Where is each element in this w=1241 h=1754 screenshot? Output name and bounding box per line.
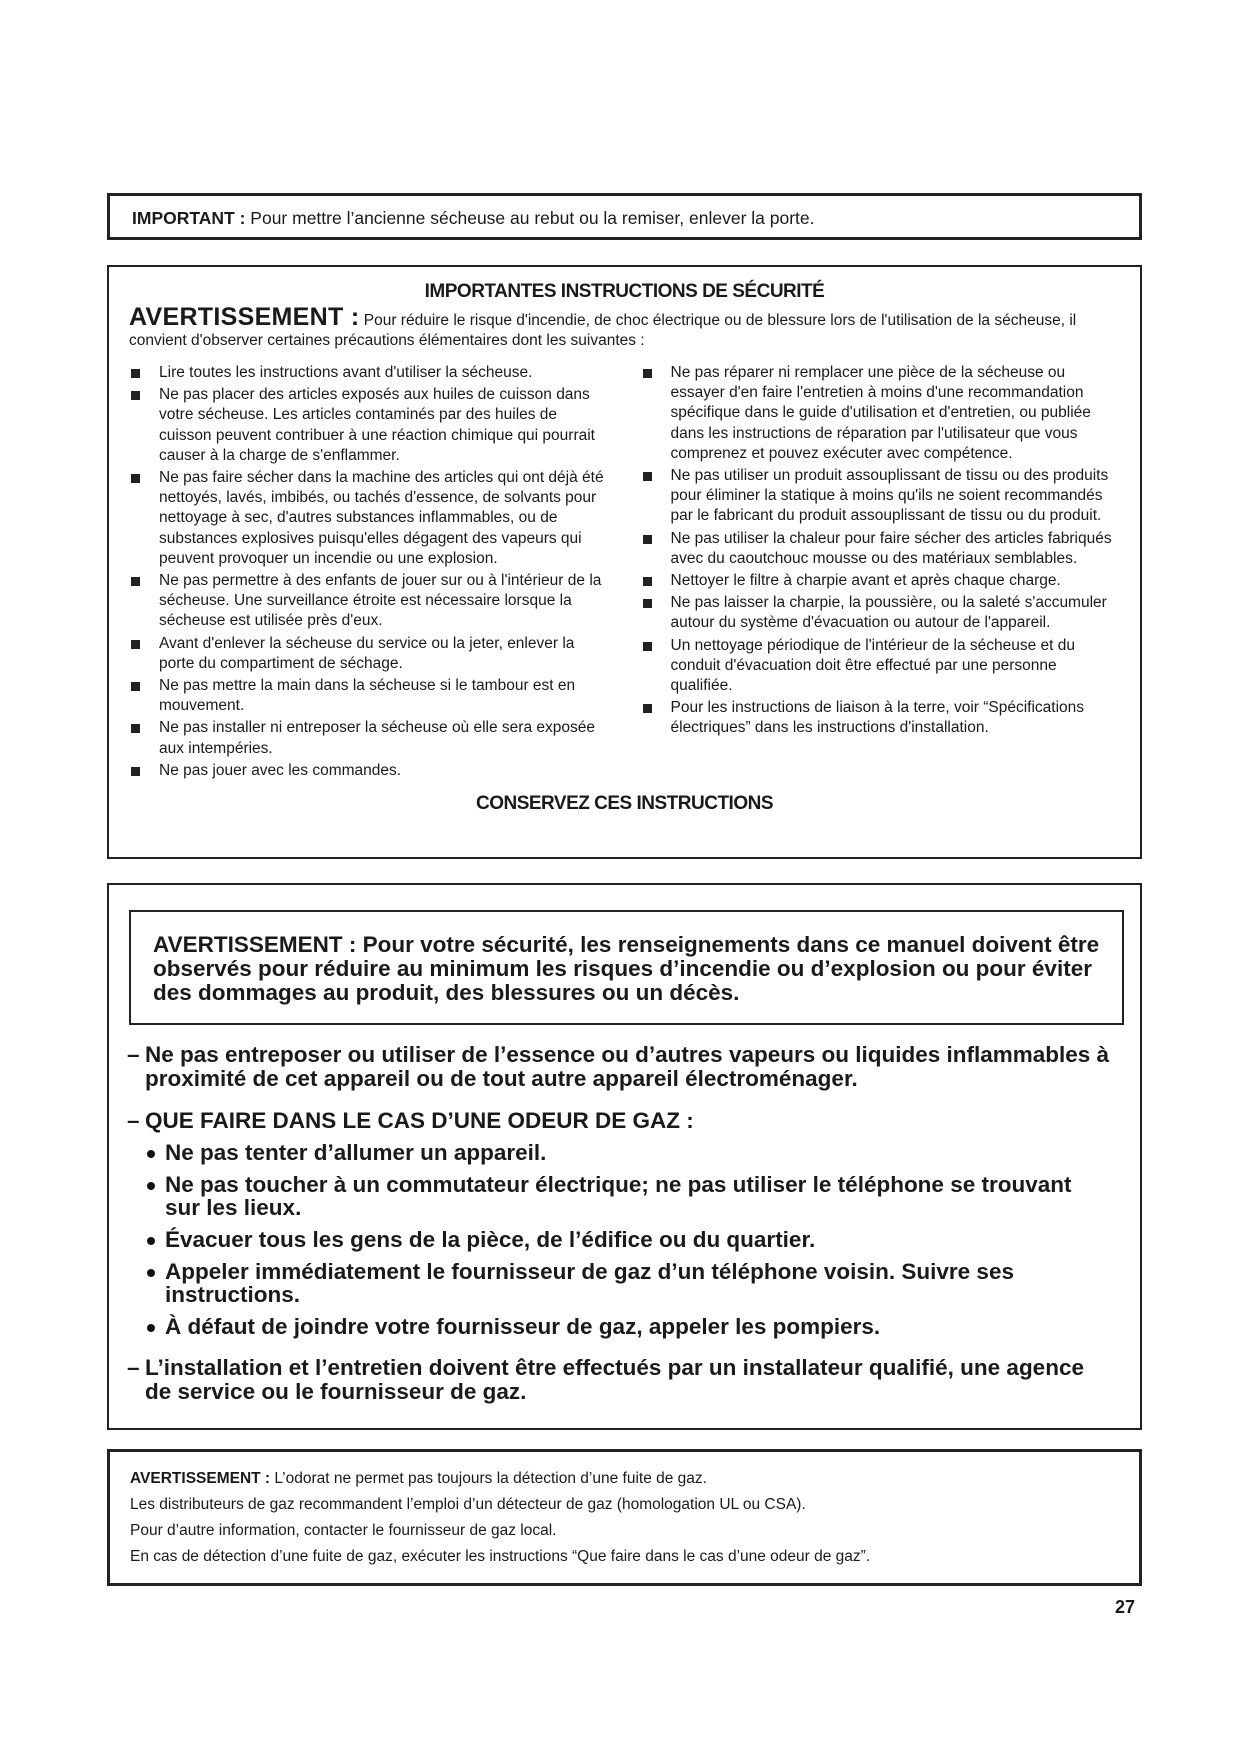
gas-odor-warning-box	[107, 1449, 1142, 1586]
safety-instructions-box	[107, 265, 1142, 859]
square-bullet-icon	[131, 682, 140, 691]
safety-warning-text: Pour réduire le risque d'incendie, de choc électrique ou de blessure lors de l'utilisation de la sécheuse, il convient d'observer certaines précautions élémentaires dont les suivantes :	[129, 312, 1077, 349]
safety-right-column	[639, 363, 1123, 783]
gas-warning-box	[107, 883, 1142, 1430]
list-item: Évacuer tous les gens de la pièce, de l’édifice ou du quartier.	[145, 1228, 1110, 1251]
dash-icon: –	[127, 1108, 140, 1133]
list-item: Ne pas utiliser la chaleur pour faire sécher des articles fabriqués avec du caoutchouc mousse ou des matériaux semblables.	[639, 529, 1123, 569]
list-item: Ne pas toucher à un commutateur électrique; ne pas utiliser le téléphone se trouvant sur les lieux.	[145, 1173, 1110, 1219]
safety-left-column	[127, 363, 619, 783]
dash-icon: –	[127, 1042, 140, 1067]
important-notice-box	[107, 193, 1142, 240]
gas-item-odor: – QUE FAIRE DANS LE CAS D’UNE ODEUR DE GAZ : Ne pas tenter d’allumer un appareil. Ne pas toucher à un commutateur électrique; ne pas utiliser le téléphone se trouvant sur les lieux. Évacuer tous les gens de la pièce, de l’édifice ou du quartier. Appeler immédiatement le fournisseur de gaz d’un téléphone voisin. Suivre ses instructions. À défaut de joindre votre fournisseur de gaz, appeler les pompiers.	[127, 1109, 1110, 1338]
list-item: Ne pas installer ni entreposer la sécheuse où elle sera exposée aux intempéries.	[127, 718, 611, 758]
square-bullet-icon	[131, 577, 140, 586]
list-item: Appeler immédiatement le fournisseur de gaz d’un téléphone voisin. Suivre ses instructions.	[145, 1260, 1110, 1306]
bullet-icon	[147, 1324, 155, 1332]
list-item: Ne pas réparer ni remplacer une pièce de la sécheuse ou essayer d'en faire l'entretien à moins d'une recommandation spécifique dans le guide d'utilisation et d'entretien, ou publiée dans les instructions de réparation par l'utilisateur que vous comprenez et pouvez exécuter avec compétence.	[639, 363, 1123, 464]
odor-line-4: En cas de détection d’une fuite de gaz, exécuter les instructions “Que faire dans le cas d’une odeur de gaz”.	[130, 1548, 871, 1565]
odor-line-1: AVERTISSEMENT : L’odorat ne permet pas toujours la détection d’une fuite de gaz.	[130, 1470, 707, 1487]
safety-warning-label: AVERTISSEMENT :	[129, 303, 360, 331]
list-item: Pour les instructions de liaison à la terre, voir “Spécifications électriques” dans les instructions d'installation.	[639, 698, 1123, 738]
list-item: Nettoyer le filtre à charpie avant et après chaque charge.	[639, 571, 1123, 591]
square-bullet-icon	[131, 391, 140, 400]
bullet-icon	[147, 1182, 155, 1190]
square-bullet-icon	[131, 724, 140, 733]
list-item: Avant d'enlever la sécheuse du service ou la jeter, enlever la porte du compartiment de séchage.	[127, 634, 611, 674]
safety-warning	[129, 303, 1122, 351]
square-bullet-icon	[643, 472, 652, 481]
gas-safety-warning: AVERTISSEMENT : Pour votre sécurité, les renseignements dans ce manuel doivent être observés pour réduire au minimum les risques d’incendie ou d’explosion ou pour éviter des dommages au produit, des blessures ou un décès.	[129, 910, 1124, 1025]
list-item: Ne pas laisser la charpie, la poussière, ou la saleté s'accumuler autour du système d'évacuation ou autour de l'appareil.	[639, 593, 1123, 633]
list-item: Ne pas permettre à des enfants de jouer sur ou à l'intérieur de la sécheuse. Une surveillance étroite est nécessaire lorsque la sécheuse est utilisée près d'eux.	[127, 571, 611, 632]
bullet-icon	[147, 1269, 155, 1277]
square-bullet-icon	[643, 599, 652, 608]
list-item: Ne pas placer des articles exposés aux huiles de cuisson dans votre sécheuse. Les articles contaminés par des huiles de cuisson peuvent contribuer à une réaction chimique qui pourrait causer à la charge de s'enflammer.	[127, 385, 611, 466]
list-item: Lire toutes les instructions avant d'utiliser la sécheuse.	[127, 363, 611, 383]
important-label: IMPORTANT :	[132, 208, 246, 228]
square-bullet-icon	[643, 577, 652, 586]
list-item: Ne pas faire sécher dans la machine des articles qui ont déjà été nettoyés, lavés, imbibés, ou tachés d'essence, de solvants pour nettoyage à sec, d'autres substances inflammables, ou de substances explosives puisqu'elles dégagent des vapeurs qui peuvent provoquer un incendie ou une explosion.	[127, 468, 611, 569]
square-bullet-icon	[643, 704, 652, 713]
bullet-icon	[147, 1150, 155, 1158]
list-item: Ne pas utiliser un produit assouplissant de tissu ou des produits pour éliminer la statique à moins qu'ils ne soient recommandés par le fabricant du produit assouplissant de tissu ou du produit.	[639, 466, 1123, 527]
list-item: Ne pas mettre la main dans la sécheuse si le tambour est en mouvement.	[127, 676, 611, 716]
square-bullet-icon	[131, 369, 140, 378]
gas-instructions	[127, 1043, 1110, 1422]
square-bullet-icon	[131, 474, 140, 483]
gas-odor-steps	[145, 1141, 1110, 1338]
safety-columns	[127, 363, 1122, 783]
dash-icon: –	[127, 1355, 140, 1380]
list-item: Un nettoyage périodique de l'intérieur de la sécheuse et du conduit d'évacuation doit être effectué par une personne qualifiée.	[639, 636, 1123, 697]
square-bullet-icon	[643, 369, 652, 378]
odor-line-2: Les distributeurs de gaz recommandent l’emploi d’un détecteur de gaz (homologation UL ou CSA).	[130, 1496, 806, 1513]
square-bullet-icon	[643, 642, 652, 651]
list-item: Ne pas tenter d’allumer un appareil.	[145, 1141, 1110, 1164]
page-number: 27	[1115, 1597, 1136, 1617]
square-bullet-icon	[131, 767, 140, 776]
square-bullet-icon	[643, 535, 652, 544]
conserve-instructions: CONSERVEZ CES INSTRUCTIONS	[475, 793, 774, 815]
odor-line-3: Pour d’autre information, contacter le fournisseur de gaz local.	[130, 1522, 557, 1539]
bullet-icon	[147, 1237, 155, 1245]
square-bullet-icon	[131, 640, 140, 649]
important-text: Pour mettre l’ancienne sécheuse au rebut ou la remiser, enlever la porte.	[245, 208, 815, 228]
list-item: À défaut de joindre votre fournisseur de gaz, appeler les pompiers.	[145, 1315, 1110, 1338]
list-item: Ne pas jouer avec les commandes.	[127, 761, 611, 781]
safety-title: IMPORTANTES INSTRUCTIONS DE SÉCURITÉ	[424, 281, 825, 302]
gas-item-flammables: – Ne pas entreposer ou utiliser de l’essence ou d’autres vapeurs ou liquides inflammables à proximité de cet appareil ou de tout autre appareil électroménager.	[127, 1042, 1110, 1091]
gas-item-installation: – L’installation et l’entretien doivent être effectués par un installateur qualifié, une agence de service ou le fournisseur de gaz.	[127, 1355, 1084, 1404]
